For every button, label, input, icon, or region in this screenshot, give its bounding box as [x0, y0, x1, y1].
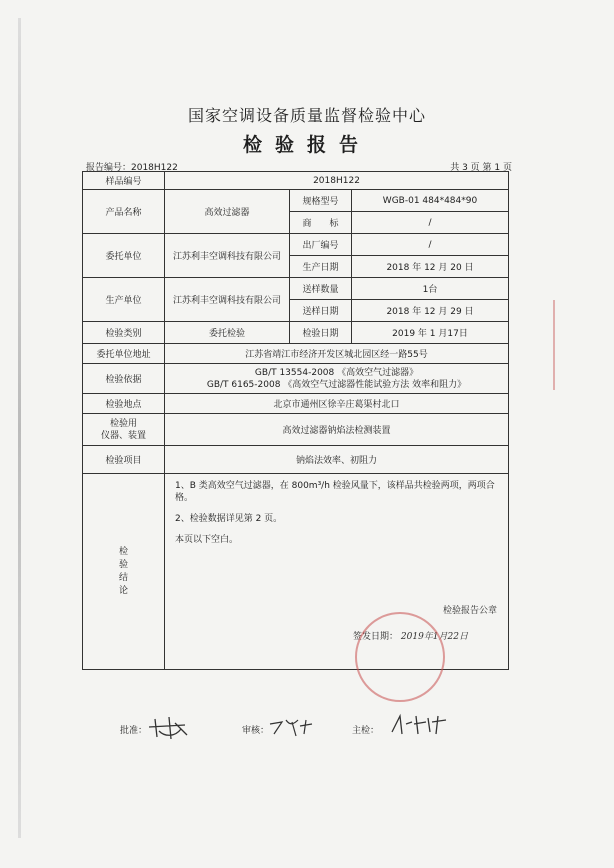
basis-line: GB/T 13554-2008 《高效空气过滤器》: [254, 367, 419, 378]
sample-no-value: 2018H122: [165, 172, 509, 190]
equipment-label-line: 检验用: [109, 418, 137, 429]
inspect-date-value: 2019 年 1 月17日: [352, 322, 509, 344]
conclusion-body: [165, 474, 509, 670]
approver-signature: [145, 713, 195, 743]
send-date-value: 2018 年 12 月 29 日: [352, 300, 509, 322]
items-value: 钠焰法效率、初阻力: [165, 446, 509, 474]
review-label: 审核：: [242, 726, 270, 736]
conclusion-line: 1、B 类高效空气过滤器，在 800m³/h 检验风量下，该样品共检验两项，两项合格。: [175, 481, 495, 503]
table-row: [83, 190, 509, 212]
page-info: 共 3 页 第 1 页: [450, 163, 512, 173]
client-addr-label: 委托单位地址: [83, 344, 165, 364]
side-seal-fragment: [553, 300, 585, 390]
sample-no-label: 样品编号: [83, 172, 165, 190]
items-label: 检验项目: [83, 446, 165, 474]
spec-value: WGB-01 484*484*90: [352, 190, 509, 212]
table-row: [83, 234, 509, 256]
manufacturer-value: 江苏利丰空调科技有限公司: [165, 278, 290, 322]
inspector-signature: [388, 712, 450, 738]
qty-label: 送样数量: [290, 278, 352, 300]
product-name-value: 高效过滤器: [165, 190, 290, 234]
sign-date-label: 签发日期：: [353, 632, 399, 642]
prod-date-label: 生产日期: [290, 256, 352, 278]
conclusion-label: [83, 474, 165, 670]
table-row: [83, 446, 509, 474]
inspect-type-label: 检验类别: [83, 322, 165, 344]
serial-label: 出厂编号: [290, 234, 352, 256]
send-date-label: 送样日期: [290, 300, 352, 322]
lead-inspector-label: 主检：: [352, 726, 380, 736]
client-label: 委托单位: [83, 234, 165, 278]
basis-value: [165, 364, 509, 394]
conclusion-label-char: 检: [118, 546, 128, 557]
equipment-value: 高效过滤器钠焰法检测装置: [165, 414, 509, 446]
prod-date-value: 2018 年 12 月 20 日: [352, 256, 509, 278]
client-value: 江苏利丰空调科技有限公司: [165, 234, 290, 278]
conclusion-line: 本页以下空白。: [175, 535, 239, 545]
equipment-label: [83, 414, 165, 446]
table-row: [83, 172, 509, 190]
table-row: [83, 278, 509, 300]
sign-date-handwritten: 2019年1月22日: [400, 632, 468, 642]
product-name-label: 产品名称: [83, 190, 165, 234]
client-addr-value: 江苏省靖江市经济开发区城北园区经一路55号: [165, 344, 509, 364]
reviewer-signature: [268, 716, 316, 738]
manufacturer-label: 生产单位: [83, 278, 165, 322]
table-row: [83, 474, 509, 670]
conclusion-label-char: 结: [118, 572, 128, 583]
table-row: [83, 322, 509, 344]
document-title: 检验报告: [242, 134, 371, 156]
location-value: 北京市通州区徐辛庄葛渠村北口: [165, 394, 509, 414]
table-row: [83, 344, 509, 364]
location-label: 检验地点: [83, 394, 165, 414]
serial-value: /: [352, 234, 509, 256]
conclusion-line: 2、检验数据详见第 2 页。: [175, 514, 283, 524]
qty-value: 1台: [352, 278, 509, 300]
approve-label: 批准：: [120, 726, 148, 736]
basis-label: 检验依据: [83, 364, 165, 394]
conclusion-label-char: 验: [118, 559, 128, 570]
brand-label: 商 标: [290, 212, 352, 234]
inspect-date-label: 检验日期: [290, 322, 352, 344]
table-row: [83, 394, 509, 414]
organization-title: 国家空调设备质量监督检验中心: [187, 106, 426, 125]
equipment-label-line: 仪器、装置: [100, 430, 146, 441]
brand-value: /: [352, 212, 509, 234]
report-table: [82, 171, 509, 670]
official-seal: [355, 612, 445, 702]
table-row: [83, 414, 509, 446]
stamp-caption: 检验报告公章: [443, 606, 498, 616]
table-row: [83, 364, 509, 394]
spec-label: 规格型号: [290, 190, 352, 212]
report-number: 报告编号：2018H122: [86, 163, 178, 173]
inspect-type-value: 委托检验: [165, 322, 290, 344]
basis-line: GB/T 6165-2008 《高效空气过滤器性能试验方法 效率和阻力》: [206, 379, 467, 390]
conclusion-label-char: 论: [118, 585, 128, 596]
